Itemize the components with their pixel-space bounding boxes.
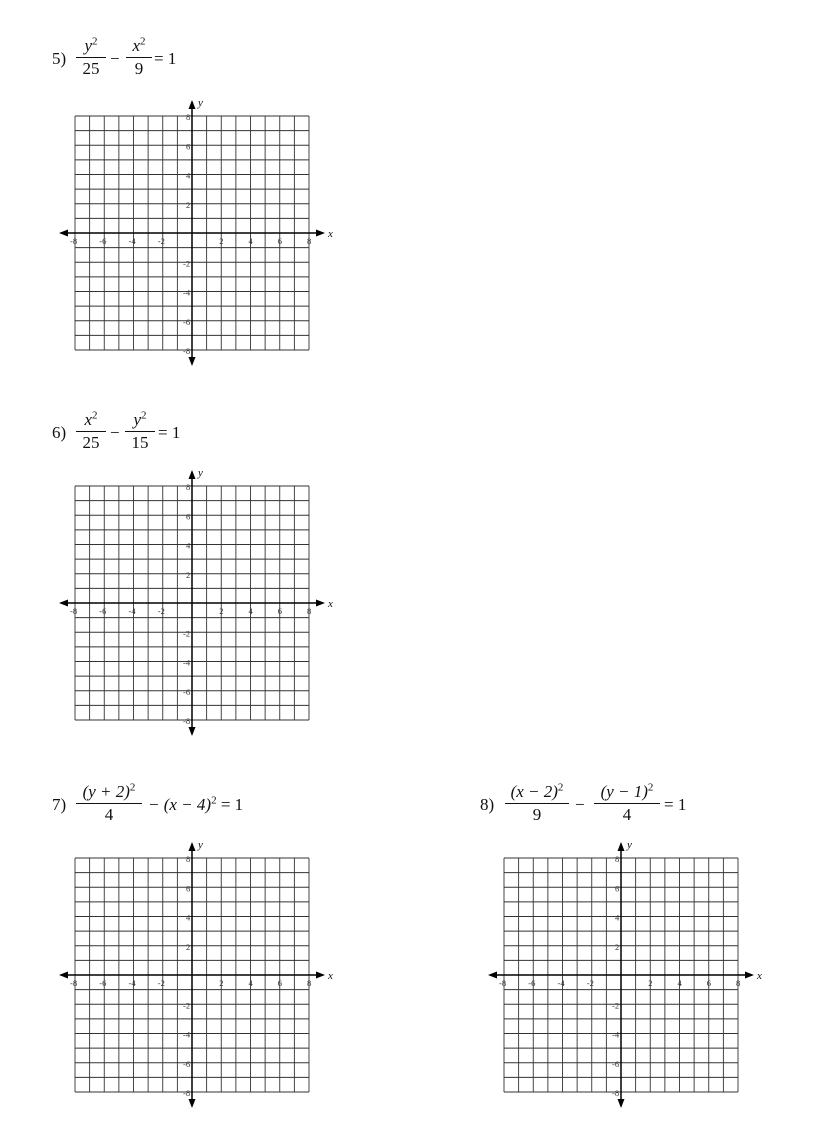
second-term: − $(x - 4)^2 = 1$ <box>148 794 244 814</box>
fraction-1: $(x - 2)^2$ 9 <box>505 782 569 825</box>
x-tick-label: 8 <box>307 978 312 988</box>
y-tick-label: -8 <box>612 1088 620 1098</box>
fraction-2: $(y - 1)^2$ 4 <box>594 782 660 825</box>
problem-number: 7) <box>52 795 67 814</box>
y-tick-label: 6 <box>186 141 191 152</box>
y-tick-label: 2 <box>615 941 620 952</box>
fraction-1: $y^2$ 25 <box>76 36 106 79</box>
x-tick-label: 8 <box>307 606 312 616</box>
x-tick-label: -2 <box>157 606 165 616</box>
equals-one: = 1 <box>664 795 687 814</box>
arrow-left-icon <box>59 600 68 607</box>
arrow-right-icon <box>745 972 754 979</box>
coordinate-grid-5 <box>55 98 345 368</box>
y-tick-label: -6 <box>612 1058 620 1069</box>
y-tick-label: 2 <box>186 941 191 952</box>
axes <box>61 102 323 364</box>
y-axis-label: y <box>627 839 632 851</box>
x-tick-label: 8 <box>307 236 312 246</box>
arrow-up-icon <box>189 100 196 109</box>
arrow-left-icon <box>488 972 497 979</box>
y-tick-label: 2 <box>186 569 191 580</box>
coordinate-grid-7 <box>55 840 345 1110</box>
x-axis-label: x <box>328 598 333 610</box>
x-tick-label: 2 <box>219 978 224 988</box>
arrow-left-icon <box>59 972 68 979</box>
x-tick-label: 2 <box>648 978 653 988</box>
y-tick-label: -4 <box>183 657 191 668</box>
fraction-2: $x^2$ 9 <box>126 36 152 79</box>
arrow-up-icon <box>189 470 196 479</box>
problem-number: 5) <box>52 49 67 68</box>
y-tick-label: 4 <box>615 912 620 923</box>
arrow-right-icon <box>316 600 325 607</box>
x-axis-label: x <box>328 970 333 982</box>
y-tick-label: 6 <box>186 883 191 894</box>
problem-number: 8) <box>480 795 495 814</box>
arrow-down-icon <box>618 1099 625 1108</box>
x-tick-label: -8 <box>70 606 78 616</box>
x-tick-label: -4 <box>128 606 136 616</box>
minus-sign: − <box>110 49 120 68</box>
x-tick-label: -4 <box>128 978 136 988</box>
arrow-right-icon <box>316 230 325 237</box>
coordinate-grid-6 <box>55 468 345 738</box>
y-axis-label: y <box>198 97 203 109</box>
y-tick-label: -2 <box>183 628 191 639</box>
arrow-up-icon <box>618 842 625 851</box>
y-tick-label: -6 <box>183 686 191 697</box>
y-tick-label: 4 <box>186 540 191 551</box>
x-tick-label: 6 <box>277 978 282 988</box>
x-tick-label: 6 <box>277 606 282 616</box>
x-axis-label: x <box>328 228 333 240</box>
y-tick-label: -2 <box>183 258 191 269</box>
x-tick-label: -6 <box>528 978 536 988</box>
x-tick-label: 4 <box>248 606 253 616</box>
x-axis-label: x <box>757 970 762 982</box>
y-tick-label: 8 <box>186 112 191 122</box>
x-tick-label: -2 <box>157 236 165 246</box>
arrow-up-icon <box>189 842 196 851</box>
y-axis-label: y <box>198 839 203 851</box>
arrow-down-icon <box>189 727 196 736</box>
x-tick-label: 4 <box>248 978 253 988</box>
x-tick-label: -6 <box>99 606 107 616</box>
y-tick-label: 6 <box>615 883 620 894</box>
x-tick-label: -4 <box>557 978 565 988</box>
y-axis-label: y <box>198 467 203 479</box>
y-tick-label: 8 <box>615 854 620 864</box>
y-tick-label: 4 <box>186 912 191 923</box>
x-tick-label: -8 <box>499 978 507 988</box>
fraction-2: $y^2$ 15 <box>125 410 155 453</box>
arrow-down-icon <box>189 357 196 366</box>
y-tick-label: -8 <box>183 1088 191 1098</box>
y-tick-label: -4 <box>183 287 191 298</box>
x-tick-label: 4 <box>248 236 253 246</box>
x-tick-label: -6 <box>99 978 107 988</box>
y-tick-label: -4 <box>183 1029 191 1040</box>
x-tick-label: -4 <box>128 236 136 246</box>
x-tick-label: -8 <box>70 236 78 246</box>
x-tick-label: 6 <box>277 236 282 246</box>
y-tick-label: -8 <box>183 716 191 726</box>
fraction-1: $(y + 2)^2$ 4 <box>76 782 142 825</box>
x-tick-label: 2 <box>219 606 224 616</box>
x-tick-label: -8 <box>70 978 78 988</box>
y-tick-label: 6 <box>186 511 191 522</box>
arrow-down-icon <box>189 1099 196 1108</box>
y-tick-label: -6 <box>183 1058 191 1069</box>
fraction-1: $x^2$ 25 <box>76 410 106 453</box>
y-tick-label: 4 <box>186 170 191 181</box>
arrow-right-icon <box>316 972 325 979</box>
equals-one: = 1 <box>154 49 177 68</box>
y-tick-label: -4 <box>612 1029 620 1040</box>
y-tick-label: 8 <box>186 854 191 864</box>
minus-sign: − <box>110 423 120 442</box>
problem-number: 6) <box>52 423 67 442</box>
y-tick-label: -6 <box>183 316 191 327</box>
x-tick-label: 4 <box>677 978 682 988</box>
coordinate-grid-8 <box>484 840 774 1110</box>
y-tick-label: -2 <box>183 1000 191 1011</box>
y-tick-label: 8 <box>186 482 191 492</box>
x-tick-label: 6 <box>706 978 711 988</box>
minus-sign: − <box>575 795 585 814</box>
y-tick-label: 2 <box>186 199 191 210</box>
axes <box>61 844 323 1106</box>
axes <box>61 472 323 734</box>
x-tick-label: 2 <box>219 236 224 246</box>
equals-one: = 1 <box>158 423 181 442</box>
arrow-left-icon <box>59 230 68 237</box>
y-tick-label: -2 <box>612 1000 620 1011</box>
y-tick-label: -8 <box>183 346 191 356</box>
axes <box>490 844 752 1106</box>
x-tick-label: -2 <box>586 978 594 988</box>
x-tick-label: -2 <box>157 978 165 988</box>
x-tick-label: 8 <box>736 978 741 988</box>
x-tick-label: -6 <box>99 236 107 246</box>
